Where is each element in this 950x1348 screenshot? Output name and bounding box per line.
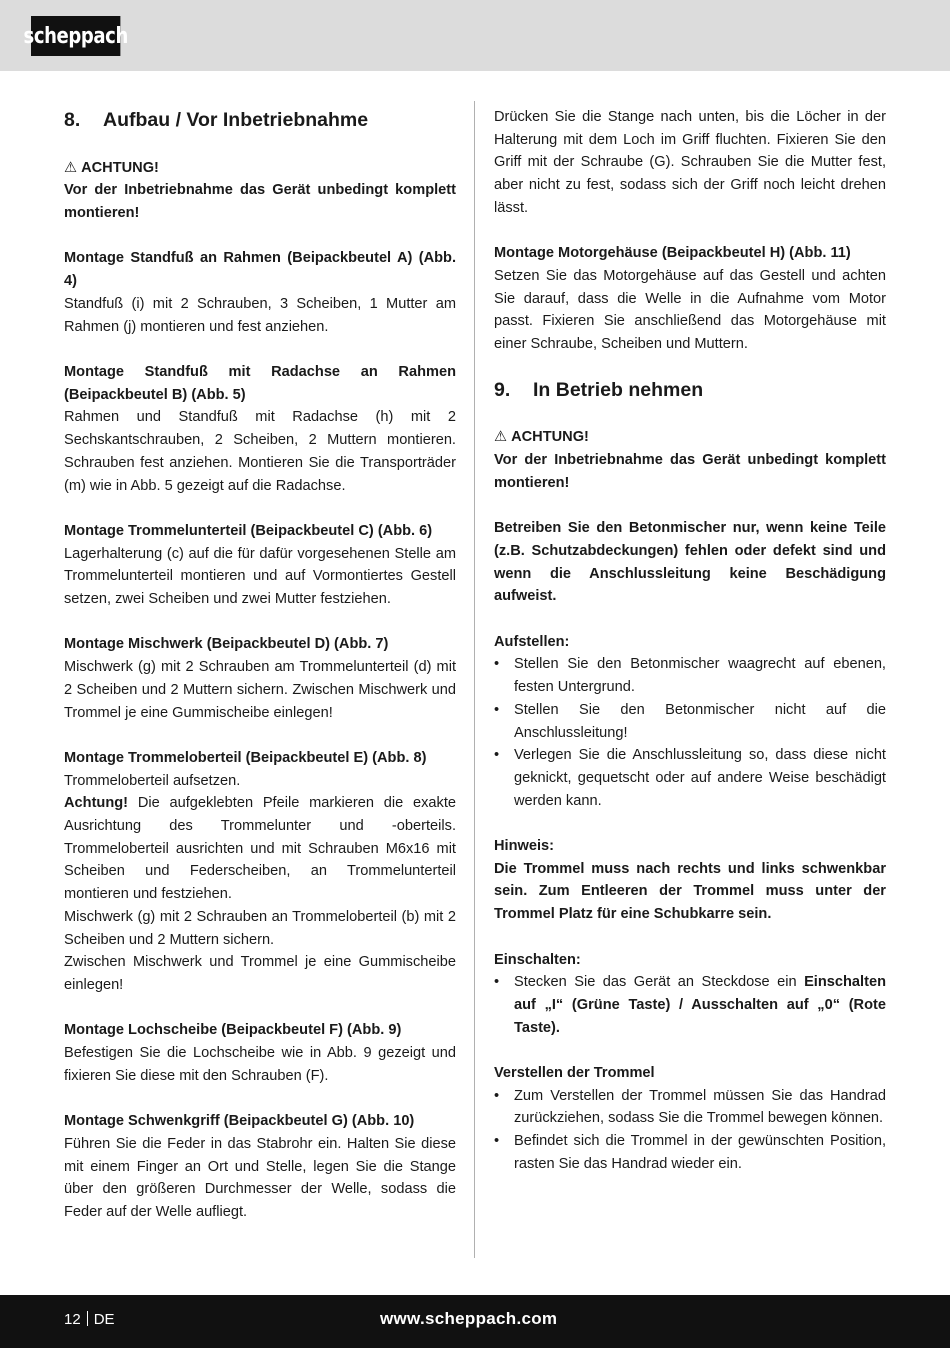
paragraph: Befestigen Sie die Lochscheibe wie in Abb. 9 gezeigt und fixieren Sie diese mit den Schrauben (F). xyxy=(64,1045,456,1084)
subsection-title: Montage Standfuß an Rahmen (Beipackbeutel A) (Abb. 4) xyxy=(64,250,456,290)
subsection-title: Einschalten: xyxy=(494,951,581,968)
subsection-title: Montage Standfuß mit Radachse an Rahmen (Beipackbeutel B) (Abb. 5) xyxy=(64,363,456,403)
page-number-value: 12 xyxy=(64,1311,81,1328)
list-item-text: Befindet sich die Trommel in der gewünschten Position, rasten Sie das Handrad wieder ein. xyxy=(514,1133,886,1172)
scheppach-logo: scheppach xyxy=(31,16,120,56)
section-heading-9 xyxy=(494,376,886,404)
bullet-icon: • xyxy=(494,656,500,673)
list-item xyxy=(494,699,886,744)
subsection-title: Aufstellen: xyxy=(494,633,570,650)
section-number: 8. xyxy=(64,109,81,131)
list-item-text: Stecken Sie das Gerät an Steckdose ein xyxy=(514,974,805,991)
paragraph: Mischwerk (g) mit 2 Schrauben an Trommeloberteil (b) mit 2 Scheiben und 2 Muttern sichern. xyxy=(64,908,456,948)
paragraph: Drücken Sie die Stange nach unten, bis die Löcher in der Halterung mit dem Loch im Griff fluchten. Fixieren Sie den Griff mit der Schraube (G). Schrauben Sie die Mutter fest, aber nicht zu fest, sodass sich der Griff noch leicht drehen lässt. xyxy=(494,109,886,216)
section-title: In Betrieb nehmen xyxy=(533,378,704,401)
paragraph: Führen Sie die Feder in das Stabrohr ein. Halten Sie diese mit einem Finger an Ort und Stelle, legen Sie die Stange über den größeren Durchmesser der Welle, sodass die Feder auf der Welle aufliegt. xyxy=(64,1135,456,1220)
list-item-text: Zum Verstellen der Trommel müssen Sie das Handrad zurückziehen, sodass Sie die Trommel bewegen können. xyxy=(514,1087,886,1127)
language-code: DE xyxy=(93,1311,115,1328)
subsection-title: Montage Mischwerk (Beipackbeutel D) (Abb. 7) xyxy=(64,636,389,653)
subsection-title: Montage Schwenkgriff (Beipackbeutel G) (Abb. 10) xyxy=(64,1113,415,1130)
column-divider xyxy=(474,101,475,1258)
warning-icon: ⚠ xyxy=(64,159,78,176)
warning-message: Vor der Inbetriebnahme das Gerät unbedingt komplett montieren! xyxy=(494,452,886,491)
subsection-title: Hinweis: xyxy=(494,838,555,855)
list-item-bold-text: Einschalten auf „I“ (Grüne Taste) / Ausschalten auf „0“ (Rote Taste). xyxy=(514,974,886,1036)
bullet-icon: • xyxy=(494,1133,500,1150)
list-item xyxy=(494,1085,886,1130)
paragraph-text: Die aufgeklebten Pfeile markieren die exakte Ausrichtung des Trommelunter und -oberteils. Trommeloberteil ausrichten und mit Schrauben M6x16 mit Scheiben und Federscheiben, an Trommelunterteil montieren und festziehen. xyxy=(64,795,456,903)
website-link[interactable]: www.scheppach.com xyxy=(380,1309,558,1328)
bullet-icon: • xyxy=(494,1087,500,1104)
page-header xyxy=(0,0,950,71)
bullet-icon: • xyxy=(494,747,500,764)
separator xyxy=(87,1311,88,1326)
list-item-text: Stellen Sie den Betonmischer nicht auf die Anschlussleitung! xyxy=(514,701,886,741)
paragraph: Zwischen Mischwerk und Trommel je eine Gummischeibe einlegen! xyxy=(64,954,456,993)
note-text: Die Trommel muss nach rechts und links schwenkbar sein. Zum Entleeren der Trommel muss unter der Trommel Platz für eine Schubkarre sein. xyxy=(494,860,886,923)
subsection-title: Verstellen der Trommel xyxy=(494,1065,655,1082)
bullet-icon: • xyxy=(494,701,500,718)
paragraph: Mischwerk (g) mit 2 Schrauben am Trommelunterteil (d) mit 2 Scheiben und 2 Muttern sichern. Zwischen Mischwerk und Trommel je eine Gummischeibe einlegen! xyxy=(64,659,456,721)
safety-paragraph: Betreiben Sie den Betonmischer nur, wenn keine Teile (z.B. Schutzabdeckungen) fehlen oder defekt sind und wenn die Anschlussleitung keine Beschädigung aufweist. xyxy=(494,520,886,605)
paragraph: Lagerhalterung (c) auf die für dafür vorgesehenen Stelle am Trommelunterteil montieren und auf Vormontiertes Gestell setzen, zwei Scheiben und zwei Mutter festziehen. xyxy=(64,545,456,607)
subsection-title: Montage Motorgehäuse (Beipackbeutel H) (Abb. 11) xyxy=(494,245,851,262)
adjust-list xyxy=(494,1085,886,1176)
right-column xyxy=(494,106,886,1176)
list-item xyxy=(494,971,886,1039)
bullet-icon: • xyxy=(494,974,500,991)
section-number: 9. xyxy=(494,378,511,401)
subsection-title: Montage Lochscheibe (Beipackbeutel F) (Abb. 9) xyxy=(64,1022,402,1039)
switch-on-list xyxy=(494,971,886,1039)
list-item-text: Stellen Sie den Betonmischer waagrecht auf ebenen, festen Untergrund. xyxy=(514,656,886,696)
paragraph xyxy=(64,792,456,906)
left-column xyxy=(64,106,456,1224)
setup-list xyxy=(494,653,886,812)
warning-text: ACHTUNG! xyxy=(81,159,159,176)
attention-label: Achtung! xyxy=(64,795,129,812)
page-footer xyxy=(0,1295,950,1348)
list-item xyxy=(494,653,886,698)
warning-label xyxy=(64,157,456,180)
paragraph: Standfuß (i) mit 2 Schrauben, 3 Scheiben, 1 Mutter am Rahmen (j) montieren und fest anziehen. xyxy=(64,295,456,335)
paragraph: Setzen Sie das Motorgehäuse auf das Gestell und achten Sie darauf, dass die Welle in die Aufnahme vom Motor passt. Fixieren Sie anschließend das Motorgehäuse mit einer Schraube, Scheiben und Muttern. xyxy=(494,267,886,353)
paragraph: Rahmen und Standfuß mit Radachse (h) mit 2 Sechskantschrauben, 2 Scheiben, 2 Muttern montieren. Schrauben fest anziehen. Montieren Sie die Transporträder (m) wie in Abb. 5 gezeigt auf die Radachse. xyxy=(64,409,456,494)
warning-icon: ⚠ xyxy=(494,429,508,446)
warning-label xyxy=(494,426,886,449)
page-number xyxy=(64,1311,115,1328)
subsection-title: Montage Trommelunterteil (Beipackbeutel C) (Abb. 6) xyxy=(64,522,433,539)
section-heading-8 xyxy=(64,106,456,134)
list-item-text: Verlegen Sie die Anschlussleitung so, dass diese nicht geknickt, gequetscht oder auf andere Weise beschädigt werden kann. xyxy=(514,747,886,809)
paragraph: Trommeloberteil aufsetzen. xyxy=(64,772,241,789)
list-item xyxy=(494,1130,886,1175)
subsection-title: Montage Trommeloberteil (Beipackbeutel E) (Abb. 8) xyxy=(64,749,427,766)
warning-text: ACHTUNG! xyxy=(511,429,589,446)
warning-message: Vor der Inbetriebnahme das Gerät unbedingt komplett montieren! xyxy=(64,182,456,222)
list-item xyxy=(494,744,886,812)
section-title: Aufbau / Vor Inbetriebnahme xyxy=(103,109,369,131)
